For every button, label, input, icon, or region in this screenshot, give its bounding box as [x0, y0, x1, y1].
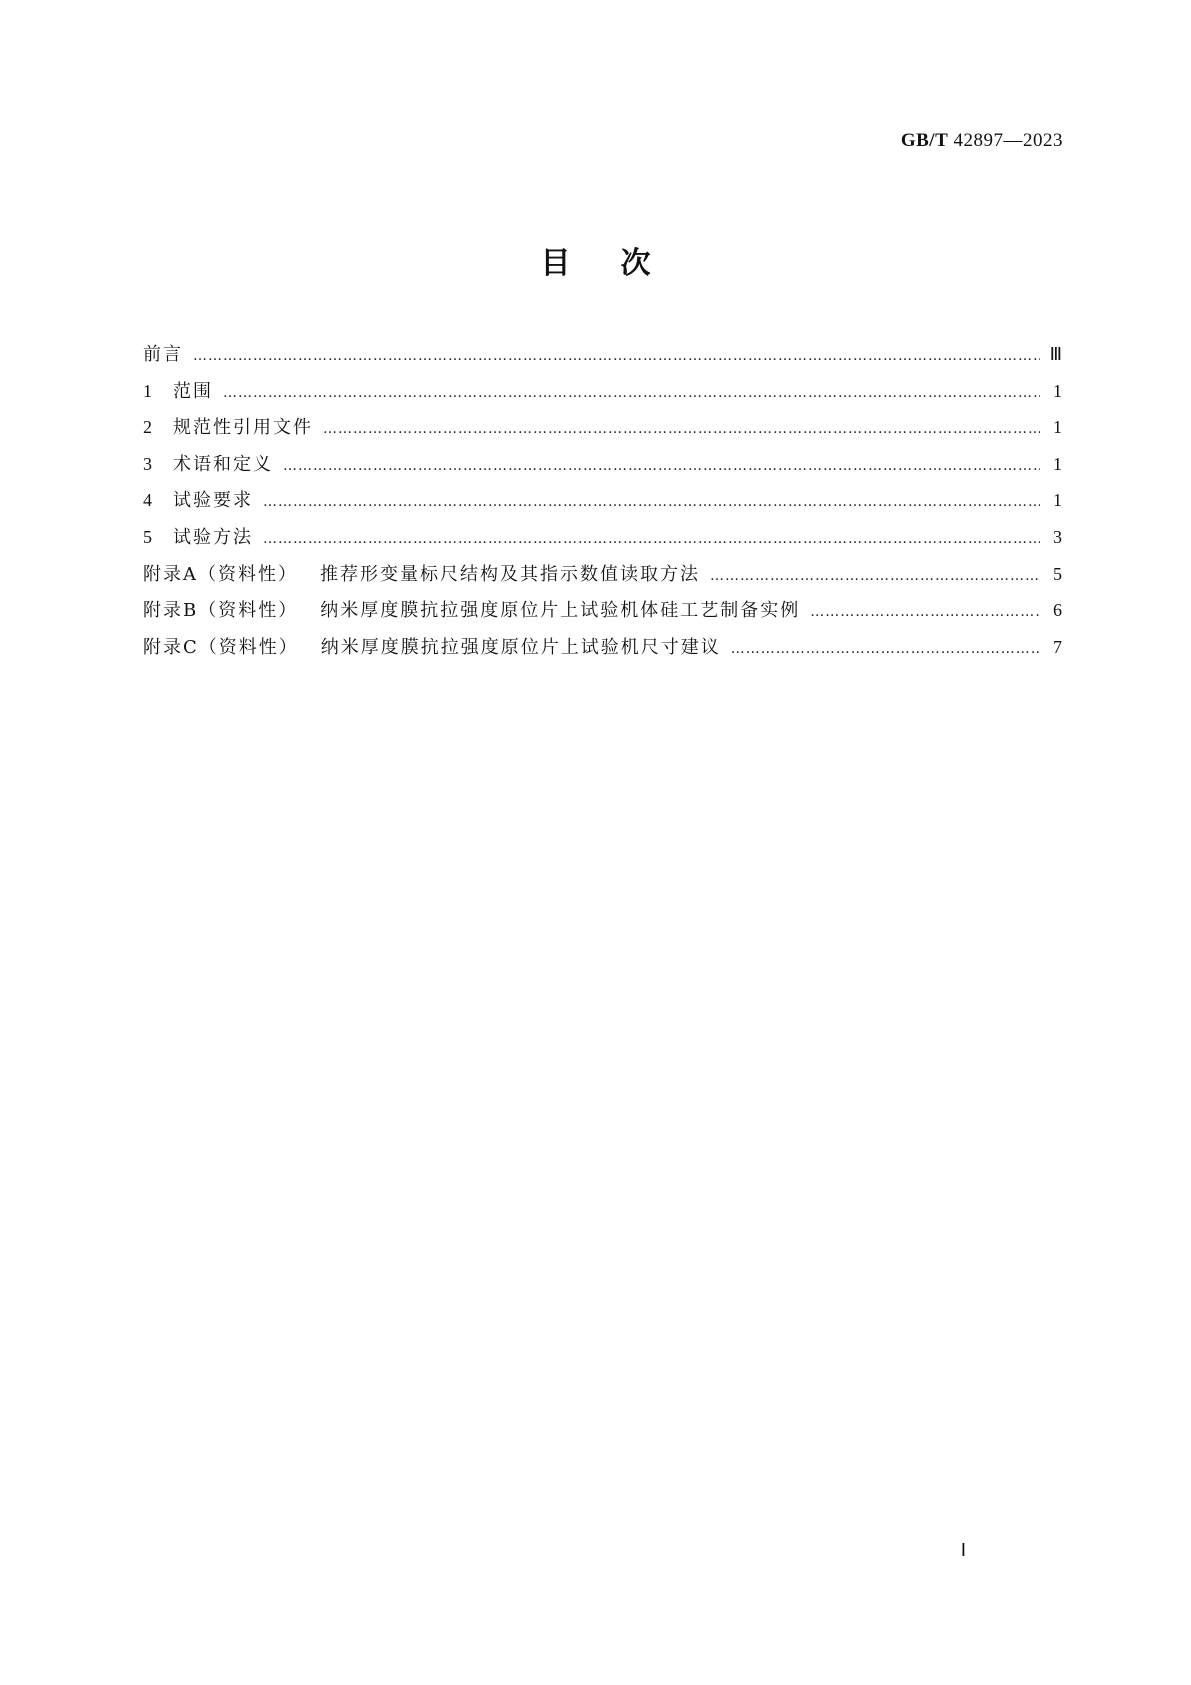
toc-entry-number: 5: [143, 526, 152, 547]
toc-entry-foreword[interactable]: [143, 336, 1062, 373]
toc-entry-normative-references[interactable]: [143, 409, 1062, 446]
toc-entry-number: 1: [143, 380, 152, 401]
dot-leader: [263, 484, 1040, 521]
toc-entry-label: 试验方法: [173, 526, 253, 548]
standard-number: [901, 130, 1063, 152]
toc-entry-label: 术语和定义: [173, 453, 273, 475]
toc-entry-page: 1: [1053, 417, 1062, 438]
toc-entry-page: 1: [1053, 490, 1062, 511]
toc-entry-label: 范围: [173, 380, 213, 402]
toc-entry-scope[interactable]: [143, 373, 1062, 410]
annex-title: 纳米厚度膜抗拉强度原位片上试验机尺寸建议: [320, 636, 721, 658]
toc-entry-annex-a[interactable]: [143, 556, 1062, 593]
annex-tag: 附录B（资料性）: [143, 600, 299, 622]
dot-leader: [323, 411, 1040, 448]
dot-leader: [710, 558, 1040, 595]
toc-entry-page: 5: [1053, 563, 1062, 584]
dot-leader: [810, 594, 1040, 631]
toc-entry-annex-b[interactable]: [143, 592, 1062, 629]
annex-title: 纳米厚度膜抗拉强度原位片上试验机体硅工艺制备实例: [320, 600, 801, 622]
standard-prefix: GB/T: [900, 130, 949, 151]
toc-entry-page: 7: [1053, 636, 1062, 657]
dot-leader: [731, 631, 1040, 668]
toc-entry-number: 4: [143, 490, 152, 511]
page-number: Ⅰ: [960, 1540, 966, 1560]
toc-entry-number: 3: [143, 453, 152, 474]
annex-tag: 附录C（资料性）: [143, 636, 299, 658]
toc-entry-label: 规范性引用文件: [173, 417, 313, 439]
annex-tag: 附录A（资料性）: [143, 563, 298, 585]
dot-leader: [283, 448, 1040, 485]
dot-leader: [193, 338, 1040, 375]
toc-entry-page: 1: [1053, 380, 1062, 401]
toc-entry-page: 6: [1053, 600, 1062, 621]
annex-title: 推荐形变量标尺结构及其指示数值读取方法: [320, 563, 700, 585]
toc-entry-test-methods[interactable]: [143, 519, 1062, 556]
toc-title: 目次: [540, 246, 701, 281]
standard-code: 42897—2023: [953, 130, 1063, 151]
table-of-contents: [143, 336, 1062, 665]
dot-leader: [263, 521, 1040, 558]
toc-entry-label: 前言: [143, 344, 183, 365]
toc-entry-page: 1: [1053, 453, 1062, 474]
toc-entry-test-requirements[interactable]: [143, 482, 1062, 519]
dot-leader: [223, 375, 1040, 412]
toc-entry-annex-c[interactable]: [143, 629, 1062, 666]
toc-entry-page: Ⅲ: [1049, 344, 1062, 364]
toc-entry-label: 试验要求: [173, 490, 253, 512]
toc-entry-terms-definitions[interactable]: [143, 446, 1062, 483]
toc-entry-number: 2: [143, 417, 152, 438]
toc-entry-page: 3: [1053, 526, 1062, 547]
